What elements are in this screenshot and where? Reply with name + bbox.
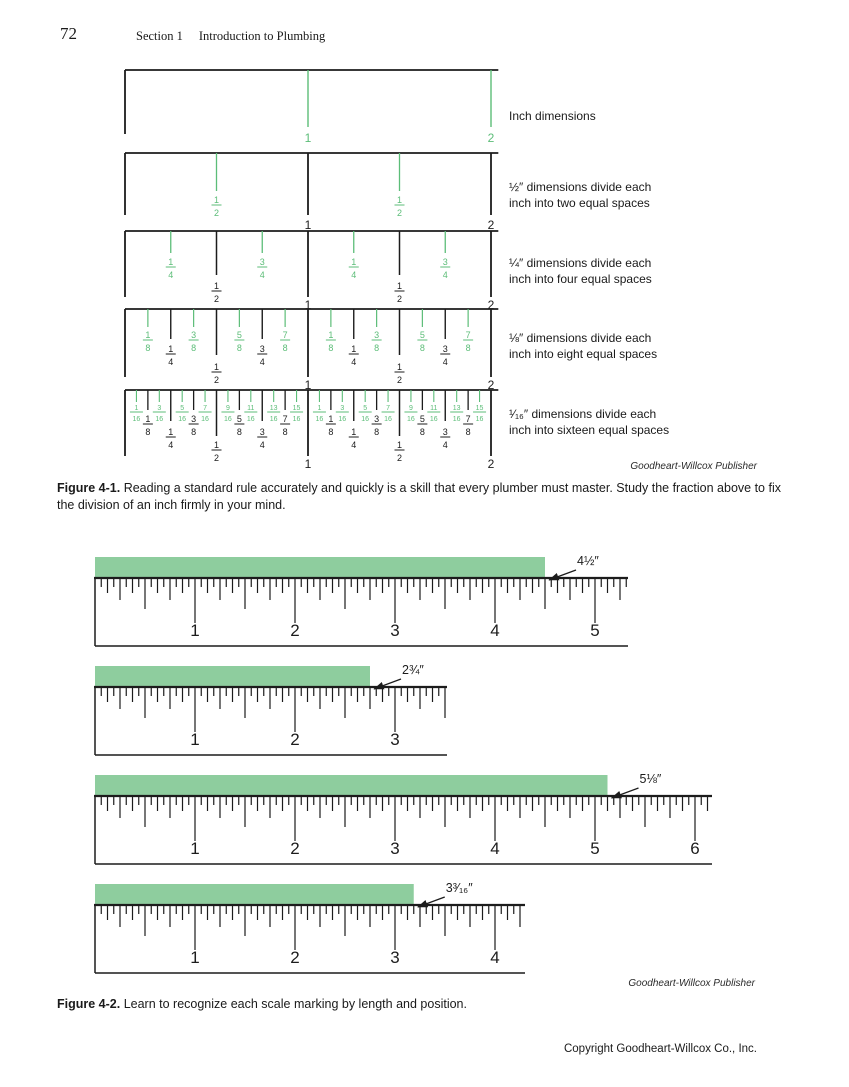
fraction-label	[130, 405, 143, 423]
tick-label: 8	[145, 427, 151, 437]
inch-number: 1	[190, 948, 200, 967]
fraction-label	[463, 414, 473, 437]
tick-label: 4	[351, 440, 357, 450]
measurement-label: 2¾″	[402, 663, 424, 677]
measurement-label: 5⅛″	[639, 772, 662, 786]
inch-number: 5	[590, 839, 600, 858]
tick-label: 16	[384, 416, 392, 423]
tick-label: 16	[407, 416, 415, 423]
tick-label: 8	[145, 343, 151, 353]
tick-label: 1	[396, 281, 403, 291]
section-title: Introduction to Plumbing	[198, 29, 326, 43]
fraction-label	[404, 405, 417, 423]
tick-label: 4	[168, 440, 174, 450]
tick-label: 5	[236, 330, 242, 340]
rule-row-eighth	[125, 309, 657, 392]
tick-label: 3	[191, 414, 197, 424]
ruler-4	[94, 881, 525, 973]
fraction-label	[382, 405, 395, 423]
tick-label: 3	[157, 405, 162, 412]
tick-label: 8	[236, 343, 242, 353]
tick-label: 7	[203, 405, 208, 412]
tick-label: 8	[374, 427, 380, 437]
tick-label: 4	[442, 270, 448, 280]
tick-label: 8	[328, 427, 334, 437]
fraction-label	[212, 195, 222, 218]
fraction-label	[359, 405, 372, 423]
row-caption-line: ⅛″ dimensions divide each	[509, 331, 652, 345]
inch-number: 1	[304, 218, 312, 232]
row-caption-line: inch into two equal spaces	[509, 196, 650, 210]
fraction-label	[326, 330, 336, 353]
tick-label: 4	[259, 440, 265, 450]
tick-label: 5	[419, 330, 425, 340]
tick-label: 3	[374, 330, 380, 340]
inch-number: 1	[304, 131, 312, 145]
tick-label: 8	[465, 427, 471, 437]
fraction-label	[244, 405, 257, 423]
fraction-label	[267, 405, 280, 423]
inch-number: 4	[490, 839, 500, 858]
measured-bar	[95, 775, 608, 796]
tick-label: 4	[442, 357, 448, 367]
tick-label: 16	[132, 416, 141, 423]
fraction-label	[395, 195, 405, 218]
tick-label: 1	[351, 257, 357, 267]
fraction-label	[257, 427, 267, 450]
tick-label: 1	[168, 257, 174, 267]
tick-label: 2	[396, 453, 403, 463]
tick-label: 16	[315, 416, 324, 423]
tick-label: 8	[191, 427, 197, 437]
tick-label: 1	[168, 344, 174, 354]
tick-label: 5	[419, 414, 425, 424]
tick-label: 13	[452, 405, 461, 412]
fraction-label	[280, 330, 290, 353]
fraction-label	[166, 427, 176, 450]
rule-row-quarter	[125, 231, 652, 312]
tick-label: 1	[317, 405, 322, 412]
tick-label: 2	[213, 453, 220, 463]
tick-label: 1	[213, 362, 220, 372]
row-caption-line: ½″ dimensions divide each	[509, 180, 652, 194]
tick-label: 5	[180, 405, 185, 412]
tick-label: 1	[134, 405, 139, 412]
row-caption-line: ¹⁄₁₆″ dimensions divide each	[509, 407, 657, 421]
tick-label: 8	[282, 427, 288, 437]
fraction-label	[166, 344, 176, 367]
tick-label: 16	[452, 416, 461, 423]
inch-number: 1	[304, 457, 312, 471]
fraction-label	[463, 330, 473, 353]
tick-label: 11	[247, 405, 255, 412]
tick-label: 1	[145, 414, 151, 424]
fraction-label	[440, 344, 450, 367]
tick-label: 4	[168, 270, 174, 280]
tick-label: 1	[213, 281, 220, 291]
tick-label: 3	[442, 344, 448, 354]
tick-label: 16	[292, 416, 301, 423]
tick-label: 8	[419, 343, 425, 353]
inch-number: 1	[304, 298, 312, 312]
tick-label: 1	[213, 195, 220, 205]
inch-number: 4	[490, 621, 500, 640]
fraction-label	[257, 257, 267, 280]
inch-number: 3	[390, 839, 400, 858]
tick-label: 3	[340, 405, 345, 412]
fraction-label	[290, 405, 303, 423]
measurement-label: 4½″	[577, 554, 599, 568]
fraction-label	[234, 330, 244, 353]
figure-4-2-caption-label: Figure 4-2.	[57, 997, 121, 1011]
tick-label: 2	[396, 208, 403, 218]
inch-number: 1	[304, 378, 312, 392]
copyright-line: Copyright Goodheart-Willcox Co., Inc.	[563, 1043, 757, 1055]
tick-label: 7	[282, 414, 288, 424]
inch-number: 2	[290, 621, 300, 640]
fraction-label	[153, 405, 166, 423]
tick-label: 4	[351, 357, 357, 367]
rule-row-inch	[125, 70, 596, 145]
tick-label: 4	[442, 440, 448, 450]
tick-label: 2	[396, 294, 403, 304]
figure-4-1-caption-text: Reading a standard rule accurately and quickly is a skill that every plumber must master. Study the fraction above to fix the division of an inch firmly in your mind.	[57, 481, 781, 512]
tick-label: 7	[465, 330, 471, 340]
tick-label: 8	[328, 343, 334, 353]
figure-4-1-caption-label: Figure 4-1.	[57, 481, 121, 495]
tick-label: 16	[338, 416, 347, 423]
fraction-label	[440, 257, 450, 280]
tick-label: 1	[213, 440, 220, 450]
inch-number: 2	[290, 948, 300, 967]
fraction-label	[395, 440, 405, 463]
tick-label: 4	[351, 270, 357, 280]
tick-label: 4	[259, 357, 265, 367]
fraction-label	[326, 414, 336, 437]
tick-label: 1	[396, 362, 403, 372]
tick-label: 3	[259, 427, 265, 437]
tick-label: 13	[269, 405, 278, 412]
measurement-label: 3³⁄₁₆″	[445, 881, 473, 895]
tick-label: 2	[213, 375, 220, 385]
inch-number: 2	[487, 298, 495, 312]
tick-label: 8	[282, 343, 288, 353]
tick-label: 8	[374, 343, 380, 353]
tick-label: 8	[465, 343, 471, 353]
inch-number: 3	[390, 948, 400, 967]
tick-label: 7	[282, 330, 288, 340]
section-label: Section 1	[136, 29, 183, 43]
tick-label: 9	[408, 405, 413, 412]
inch-number: 2	[487, 378, 495, 392]
tick-label: 1	[145, 330, 151, 340]
inch-number: 3	[390, 621, 400, 640]
measured-bar	[95, 557, 545, 578]
fraction-label	[336, 405, 349, 423]
tick-label: 16	[224, 416, 232, 423]
row-caption-line: inch into eight equal spaces	[509, 347, 658, 361]
tick-label: 5	[363, 405, 368, 412]
figure-4-2-caption	[57, 996, 795, 1013]
tick-label: 3	[442, 427, 448, 437]
fraction-label	[417, 414, 427, 437]
tick-label: 2	[396, 375, 403, 385]
fraction-label	[189, 330, 199, 353]
fraction-label	[176, 405, 189, 423]
tick-label: 16	[246, 416, 255, 423]
figure-4-1-rule-division-diagram	[57, 60, 797, 475]
tick-label: 1	[396, 195, 403, 205]
fraction-label	[212, 281, 222, 304]
fraction-label	[349, 257, 359, 280]
tick-label: 3	[259, 257, 265, 267]
inch-number: 2	[487, 457, 495, 471]
tick-label: 15	[292, 405, 301, 412]
fraction-label	[349, 427, 359, 450]
measured-bar	[95, 884, 414, 905]
ruler-1	[94, 554, 628, 646]
inch-number: 1	[190, 730, 200, 749]
tick-label: 8	[191, 343, 197, 353]
row-caption-line: inch into four equal spaces	[509, 272, 652, 286]
inch-number: 2	[290, 730, 300, 749]
tick-label: 8	[419, 427, 425, 437]
tick-label: 16	[155, 416, 164, 423]
tick-label: 4	[259, 270, 265, 280]
fraction-label	[257, 344, 267, 367]
rule-row-sixteenth	[125, 390, 669, 471]
fraction-label	[221, 405, 234, 423]
tick-label: 16	[361, 416, 370, 423]
row-caption-line: ¼″ dimensions divide each	[509, 256, 652, 270]
tick-label: 1	[328, 414, 334, 424]
fraction-label	[166, 257, 176, 280]
row-caption-line: inch into sixteen equal spaces	[509, 423, 670, 437]
tick-label: 16	[269, 416, 278, 423]
section-header	[136, 29, 325, 44]
fraction-label	[372, 414, 382, 437]
fraction-label	[189, 414, 199, 437]
tick-label: 15	[475, 405, 484, 412]
inch-number: 4	[490, 948, 500, 967]
fraction-label	[280, 414, 290, 437]
fraction-label	[473, 405, 486, 423]
inch-number: 2	[487, 131, 495, 145]
fraction-label	[395, 281, 405, 304]
tick-label: 9	[225, 405, 230, 412]
tick-label: 1	[351, 427, 357, 437]
tick-label: 7	[465, 414, 471, 424]
tick-label: 1	[328, 330, 334, 340]
fraction-label	[234, 414, 244, 437]
fraction-label	[143, 330, 153, 353]
fraction-label	[417, 330, 427, 353]
figure-4-2-scale-reading-diagram	[55, 545, 815, 981]
tick-label: 16	[201, 416, 209, 423]
tick-label: 4	[168, 357, 174, 367]
tick-label: 1	[168, 427, 174, 437]
fraction-label	[440, 427, 450, 450]
tick-label: 5	[236, 414, 242, 424]
tick-label: 3	[442, 257, 448, 267]
fraction-label	[395, 362, 405, 385]
fraction-label	[427, 405, 440, 423]
figure-4-2-caption-text: Learn to recognize each scale marking by length and position.	[123, 997, 467, 1011]
tick-label: 3	[374, 414, 380, 424]
inch-number: 3	[390, 730, 400, 749]
inch-number: 5	[590, 621, 600, 640]
figure-4-2-credit: Goodheart-Willcox Publisher	[628, 978, 755, 989]
figure-4-1-credit: Goodheart-Willcox Publisher	[630, 461, 757, 472]
tick-label: 16	[475, 416, 484, 423]
page-number: 72	[60, 24, 77, 43]
ruler-3	[94, 772, 712, 864]
inch-number: 1	[190, 839, 200, 858]
tick-label: 1	[396, 440, 403, 450]
fraction-label	[349, 344, 359, 367]
figure-4-1-caption	[57, 480, 795, 514]
tick-label: 1	[351, 344, 357, 354]
fraction-label	[199, 405, 212, 423]
rule-row-half	[125, 153, 651, 232]
fraction-label	[450, 405, 463, 423]
inch-number: 2	[290, 839, 300, 858]
tick-label: 3	[191, 330, 197, 340]
tick-label: 2	[213, 294, 220, 304]
fraction-label	[313, 405, 326, 423]
ruler-2	[94, 663, 447, 755]
tick-label: 3	[259, 344, 265, 354]
inch-number: 6	[690, 839, 700, 858]
fraction-label	[372, 330, 382, 353]
tick-label: 16	[429, 416, 438, 423]
tick-label: 2	[213, 208, 220, 218]
row-caption-line: Inch dimensions	[509, 109, 596, 123]
tick-label: 7	[386, 405, 391, 412]
fraction-label	[212, 440, 222, 463]
inch-number: 1	[190, 621, 200, 640]
tick-label: 8	[236, 427, 242, 437]
measured-bar	[95, 666, 370, 687]
fraction-label	[143, 414, 153, 437]
tick-label: 11	[430, 405, 438, 412]
fraction-label	[212, 362, 222, 385]
inch-number: 2	[487, 218, 495, 232]
tick-label: 16	[178, 416, 187, 423]
